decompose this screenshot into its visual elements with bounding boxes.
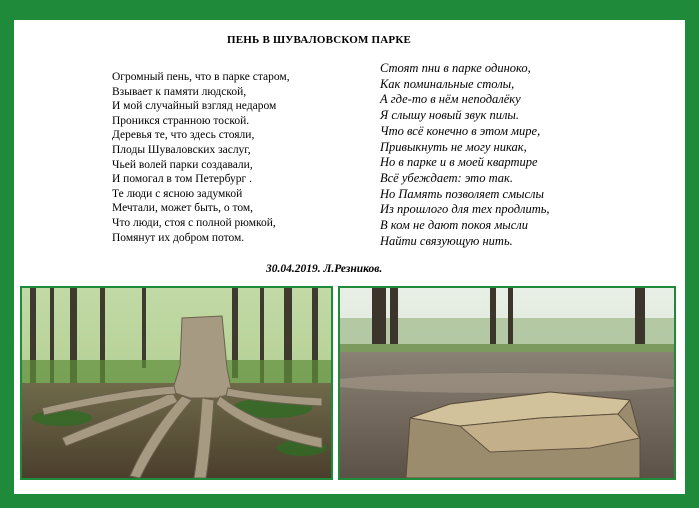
sawn-stump-photo <box>338 286 676 480</box>
poem-line: Те люди с ясною задумкой <box>112 187 243 200</box>
date-and-author: 30.04.2019. Л.Резников. <box>266 263 383 275</box>
poem-left-column <box>112 70 290 245</box>
poem-line: А где-то в нём неподалёку <box>380 92 521 107</box>
poem-line: Огромный пень, что в парке старом, <box>112 71 290 83</box>
poem-line: И мой случайный взгляд недаром <box>112 100 277 113</box>
poem-line: Что всё конечно в этом мире, <box>380 123 541 138</box>
poem-line: Помянут их добром потом. <box>112 231 245 244</box>
stump-roots-photo <box>20 286 333 480</box>
poem-line: Чьей волей парки создавали, <box>112 158 253 171</box>
poem-sheet <box>14 20 685 494</box>
poem-line: В ком не дают покоя мысли <box>380 218 529 233</box>
page-title: ПЕНЬ В ШУВАЛОВСКОМ ПАРКЕ <box>227 34 412 46</box>
poem-line: Найти связующую нить. <box>380 233 513 248</box>
poem-line: Плоды Шуваловских заслуг, <box>112 143 251 156</box>
poem-line: Что люди, стоя с полной рюмкой, <box>112 216 276 229</box>
poem-line: Всё убеждает: это так. <box>380 170 513 185</box>
poem-line: И помогал в том Петербург . <box>112 173 252 186</box>
poem-line: Проникся странною тоской. <box>112 114 250 127</box>
poem-line: Как поминальные столы, <box>380 76 515 91</box>
poem-line: Деревья те, что здесь стояли, <box>112 129 255 142</box>
poem-line: Привыкнуть не могу никак, <box>380 139 527 154</box>
poem-line: Мечтали, может быть, о том, <box>112 202 254 215</box>
stump-roots-illustration <box>22 288 331 478</box>
poem-right-column <box>380 61 550 249</box>
poem-line: Взывает к памяти людской, <box>112 85 247 98</box>
poem-line: Я слышу новый звук пилы. <box>380 108 519 123</box>
poem-line: Из прошлого для тех продлить, <box>380 202 550 217</box>
poem-line: Но Память позволяет смыслы <box>380 186 544 201</box>
sawn-stump-illustration <box>340 288 674 478</box>
poem-line: Стоят пни в парке одиноко, <box>380 61 531 75</box>
poem-line: Но в парке и в моей квартире <box>380 155 538 170</box>
